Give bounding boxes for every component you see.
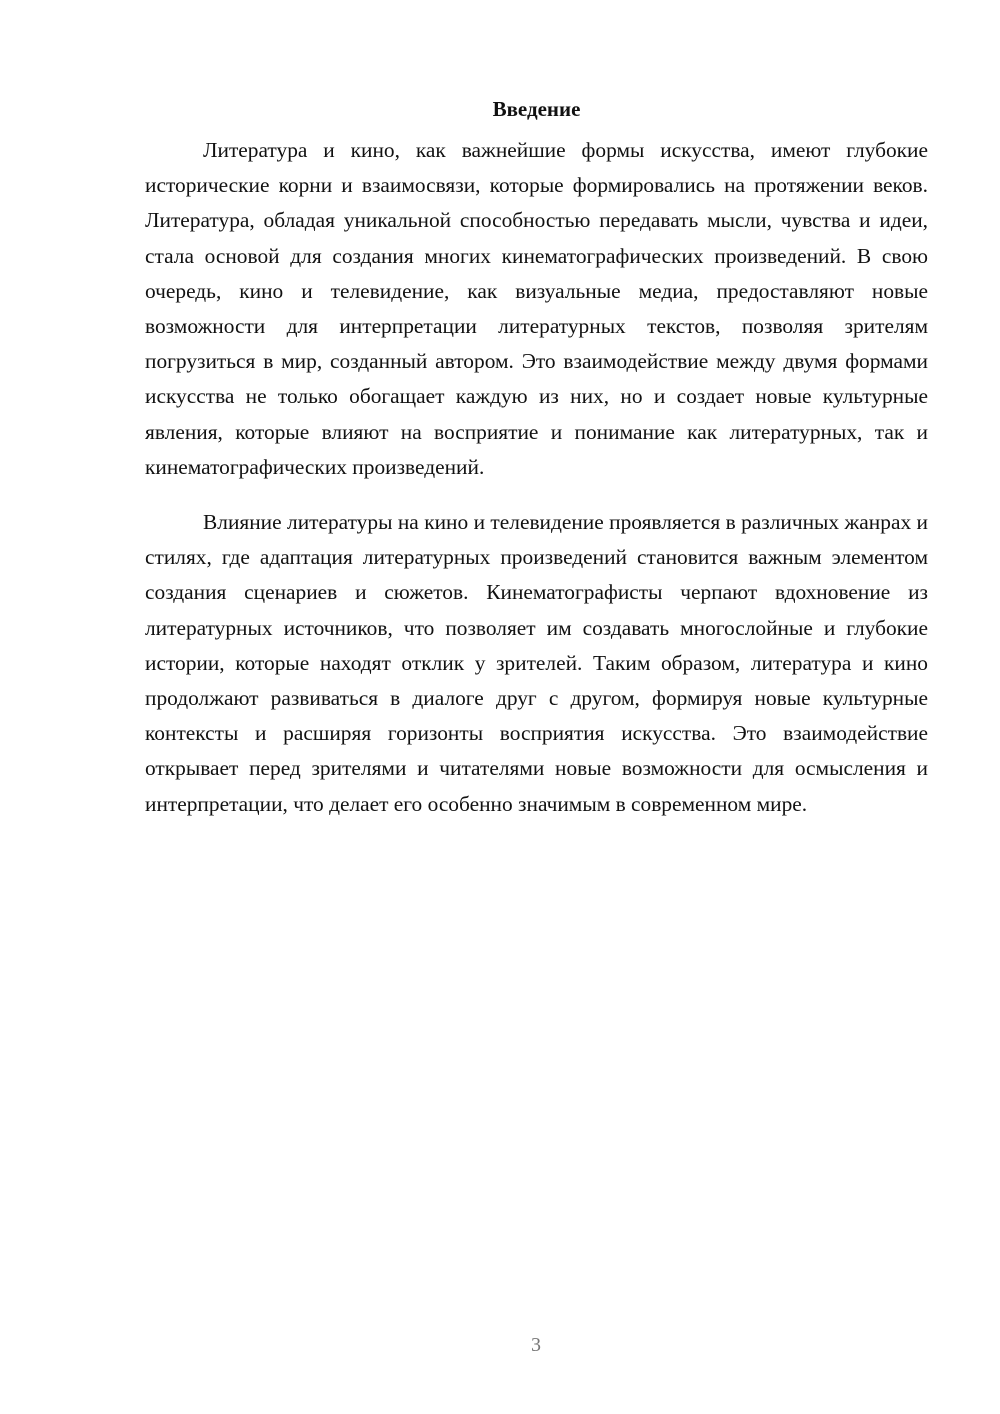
section-heading: Введение: [492, 97, 581, 121]
page-content: [145, 92, 928, 822]
page-number: 3: [531, 1334, 541, 1356]
paragraph-2: Влияние литературы на кино и телевидение проявляется в различных жанрах и стилях, где адаптация литературных произведений становится важным элементом создания сценариев и сюжетов. Кинематографисты черпают вдохновение из литературных источников, что позволяет им создавать многослойные и глубокие истории, которые находят отклик у зрителей. Таким образом, литература и кино продолжают развиваться в диалоге друг с другом, формируя новые культурные контексты и расширяя горизонты восприятия искусства. Это взаимодействие открывает перед зрителями и читателями новые возможности для осмысления и интерпретации, что делает его особенно значимым в современном мире.: [145, 510, 928, 816]
paragraph-1: Литература и кино, как важнейшие формы искусства, имеют глубокие исторические корни и взаимосвязи, которые формировались на протяжении веков. Литература, обладая уникальной способностью передавать мысли, чувства и идеи, стала основой для создания многих кинематографических произведений. В свою очередь, кино и телевидение, как визуальные медиа, предоставляют новые возможности для интерпретации литературных текстов, позволяя зрителям погрузиться в мир, созданный автором. Это взаимодействие между двумя формами искусства не только обогащает каждую из них, но и создает новые культурные явления, которые влияют на восприятие и понимание как литературных, так и кинематографических произведений.: [145, 138, 928, 479]
